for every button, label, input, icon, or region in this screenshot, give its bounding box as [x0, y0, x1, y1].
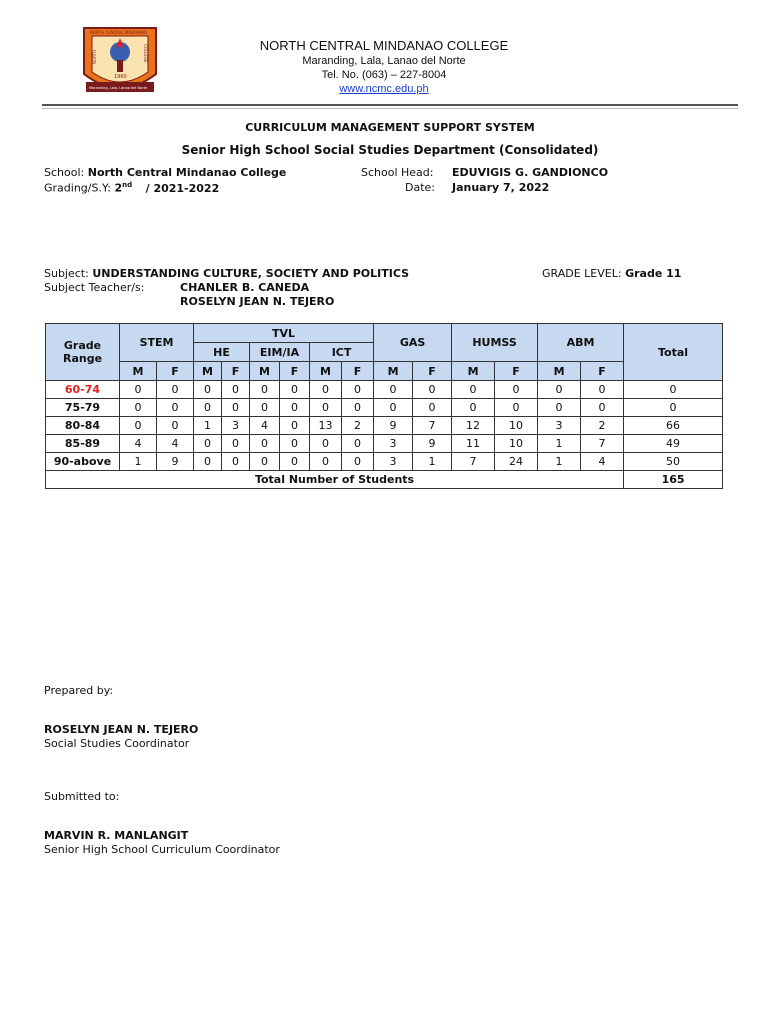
submitted-label: Submitted to: [44, 790, 120, 803]
prepared-role: Social Studies Coordinator [44, 737, 190, 750]
count-cell: 0 [538, 381, 581, 399]
count-cell: 0 [194, 453, 222, 471]
count-cell: 0 [222, 399, 250, 417]
count-cell: 7 [452, 453, 495, 471]
grade-range-header: Grade Range [46, 324, 120, 381]
count-cell: 10 [495, 417, 538, 435]
row-total-cell: 50 [624, 453, 723, 471]
grading-sup: nd [122, 181, 133, 189]
count-cell: 0 [250, 381, 280, 399]
ict-header: ICT [310, 343, 374, 362]
total-row [46, 471, 723, 489]
count-cell: 0 [581, 381, 624, 399]
college-address: Maranding, Lala, Lanao del Norte [302, 55, 466, 67]
college-name: NORTH CENTRAL MINDANAO COLLEGE [259, 38, 509, 53]
school-row [44, 166, 286, 179]
eim-ia-header: EIM/IA [250, 343, 310, 362]
count-cell: 0 [280, 381, 310, 399]
count-cell: 1 [538, 453, 581, 471]
count-cell: 0 [280, 435, 310, 453]
table-row [46, 381, 723, 399]
count-cell: 0 [280, 399, 310, 417]
logo-left-text: NORTH [92, 49, 97, 64]
total-header: Total [624, 324, 723, 381]
count-cell: 0 [194, 399, 222, 417]
count-cell: 3 [374, 435, 413, 453]
table-row [46, 435, 723, 453]
date-label: Date: [405, 181, 435, 194]
count-cell: 3 [538, 417, 581, 435]
count-cell: 0 [310, 381, 342, 399]
prepared-label: Prepared by: [44, 684, 114, 697]
teacher-label: Subject Teacher/s: [44, 281, 145, 294]
count-cell: 9 [413, 435, 452, 453]
row-total-cell: 0 [624, 399, 723, 417]
college-website-link[interactable]: www.ncmc.edu.ph [339, 83, 429, 95]
table-body [46, 381, 723, 471]
count-cell: 0 [120, 417, 157, 435]
count-cell: 0 [495, 381, 538, 399]
count-cell: 0 [157, 381, 194, 399]
count-cell: 9 [374, 417, 413, 435]
gender-m: M [120, 362, 157, 381]
count-cell: 1 [538, 435, 581, 453]
count-cell: 0 [342, 399, 374, 417]
count-cell: 4 [250, 417, 280, 435]
gender-m: M [250, 362, 280, 381]
count-cell: 0 [157, 417, 194, 435]
count-cell: 0 [194, 435, 222, 453]
gender-m: M [194, 362, 222, 381]
gender-f: F [342, 362, 374, 381]
logo-right-text: COLLEGE [143, 44, 148, 63]
count-cell: 4 [581, 453, 624, 471]
gender-f: F [280, 362, 310, 381]
count-cell: 0 [222, 453, 250, 471]
count-cell: 1 [194, 417, 222, 435]
gender-m: M [310, 362, 342, 381]
count-cell: 0 [538, 399, 581, 417]
count-cell: 11 [452, 435, 495, 453]
logo-motto: Maranding, Lala, Lanao del Norte [89, 86, 148, 90]
count-cell: 2 [581, 417, 624, 435]
count-cell: 0 [342, 453, 374, 471]
grade-distribution-table [45, 323, 723, 489]
gender-f: F [157, 362, 194, 381]
table-row [46, 417, 723, 435]
tvl-header: TVL [194, 324, 374, 343]
school-year: / 2021-2022 [145, 181, 220, 195]
count-cell: 3 [222, 417, 250, 435]
count-cell: 2 [342, 417, 374, 435]
count-cell: 0 [413, 381, 452, 399]
grade-range-cell: 60-74 [46, 381, 120, 399]
teacher-name-2: ROSELYN JEAN N. TEJERO [180, 295, 335, 308]
count-cell: 0 [280, 453, 310, 471]
gas-header: GAS [374, 324, 452, 362]
system-title: CURRICULUM MANAGEMENT SUPPORT SYSTEM [245, 121, 535, 134]
school-value: North Central Mindanao College [87, 166, 287, 179]
count-cell: 0 [157, 399, 194, 417]
gender-m: M [374, 362, 413, 381]
total-label: Total Number of Students [46, 471, 624, 489]
head-value: EDUVIGIS G. GANDIONCO [452, 166, 609, 179]
count-cell: 0 [342, 435, 374, 453]
table-row [46, 453, 723, 471]
header-divider [42, 104, 738, 106]
grading-label: Grading/S.Y: [44, 181, 111, 195]
count-cell: 0 [452, 381, 495, 399]
count-cell: 0 [452, 399, 495, 417]
grading-row [44, 181, 219, 195]
count-cell: 0 [250, 399, 280, 417]
count-cell: 13 [310, 417, 342, 435]
count-cell: 7 [413, 417, 452, 435]
submitted-role: Senior High School Curriculum Coordinator [44, 843, 280, 856]
count-cell: 3 [374, 453, 413, 471]
count-cell: 0 [250, 435, 280, 453]
college-header [160, 38, 608, 96]
logo-ring-text: NORTH CENTRAL MINDANAO [90, 30, 148, 35]
count-cell: 4 [120, 435, 157, 453]
count-cell: 0 [374, 381, 413, 399]
count-cell: 0 [310, 453, 342, 471]
count-cell: 0 [342, 381, 374, 399]
he-header: HE [194, 343, 250, 362]
prepared-name: ROSELYN JEAN N. TEJERO [44, 723, 199, 736]
department-title: Senior High School Social Studies Department (Consolidated) [181, 143, 599, 157]
grading-value: 2 [114, 181, 123, 195]
subject-label: Subject: [44, 267, 89, 280]
count-cell: 1 [120, 453, 157, 471]
humss-header: HUMSS [452, 324, 538, 362]
submitted-name: MARVIN R. MANLANGIT [44, 829, 189, 842]
grade-level-value: Grade 11 [625, 267, 682, 280]
grade-level-label: GRADE LEVEL: [542, 267, 622, 280]
grade-range-cell: 85-89 [46, 435, 120, 453]
count-cell: 0 [222, 381, 250, 399]
count-cell: 0 [413, 399, 452, 417]
count-cell: 0 [120, 381, 157, 399]
count-cell: 0 [250, 453, 280, 471]
count-cell: 4 [157, 435, 194, 453]
gender-f: F [495, 362, 538, 381]
count-cell: 0 [495, 399, 538, 417]
college-logo [80, 24, 160, 96]
head-label: School Head: [361, 166, 434, 179]
count-cell: 0 [310, 399, 342, 417]
grade-range-cell: 80-84 [46, 417, 120, 435]
gender-f: F [413, 362, 452, 381]
header-divider-thin [42, 108, 738, 109]
grade-range-cell: 90-above [46, 453, 120, 471]
grade-level-row [542, 267, 681, 280]
count-cell: 1 [413, 453, 452, 471]
college-tel: Tel. No. (063) – 227-8004 [321, 69, 447, 81]
count-cell: 0 [120, 399, 157, 417]
gender-f: F [222, 362, 250, 381]
gender-m: M [452, 362, 495, 381]
count-cell: 0 [222, 435, 250, 453]
gender-header-row [46, 362, 723, 381]
count-cell: 0 [581, 399, 624, 417]
logo-year: 1960 [114, 74, 127, 80]
date-value: January 7, 2022 [452, 181, 550, 194]
abm-header: ABM [538, 324, 624, 362]
row-total-cell: 0 [624, 381, 723, 399]
subject-value: UNDERSTANDING CULTURE, SOCIETY AND POLITICS [92, 267, 410, 280]
stem-header: STEM [120, 324, 194, 362]
teacher-name-1: CHANLER B. CANEDA [180, 281, 310, 294]
gender-f: F [581, 362, 624, 381]
count-cell: 0 [374, 399, 413, 417]
school-label: School: [44, 166, 85, 179]
table-row [46, 399, 723, 417]
row-total-cell: 49 [624, 435, 723, 453]
count-cell: 0 [310, 435, 342, 453]
count-cell: 9 [157, 453, 194, 471]
gender-m: M [538, 362, 581, 381]
count-cell: 7 [581, 435, 624, 453]
grade-range-cell: 75-79 [46, 399, 120, 417]
count-cell: 12 [452, 417, 495, 435]
count-cell: 10 [495, 435, 538, 453]
grand-total: 165 [624, 471, 723, 489]
count-cell: 24 [495, 453, 538, 471]
count-cell: 0 [194, 381, 222, 399]
row-total-cell: 66 [624, 417, 723, 435]
count-cell: 0 [280, 417, 310, 435]
subject-row [44, 267, 409, 280]
